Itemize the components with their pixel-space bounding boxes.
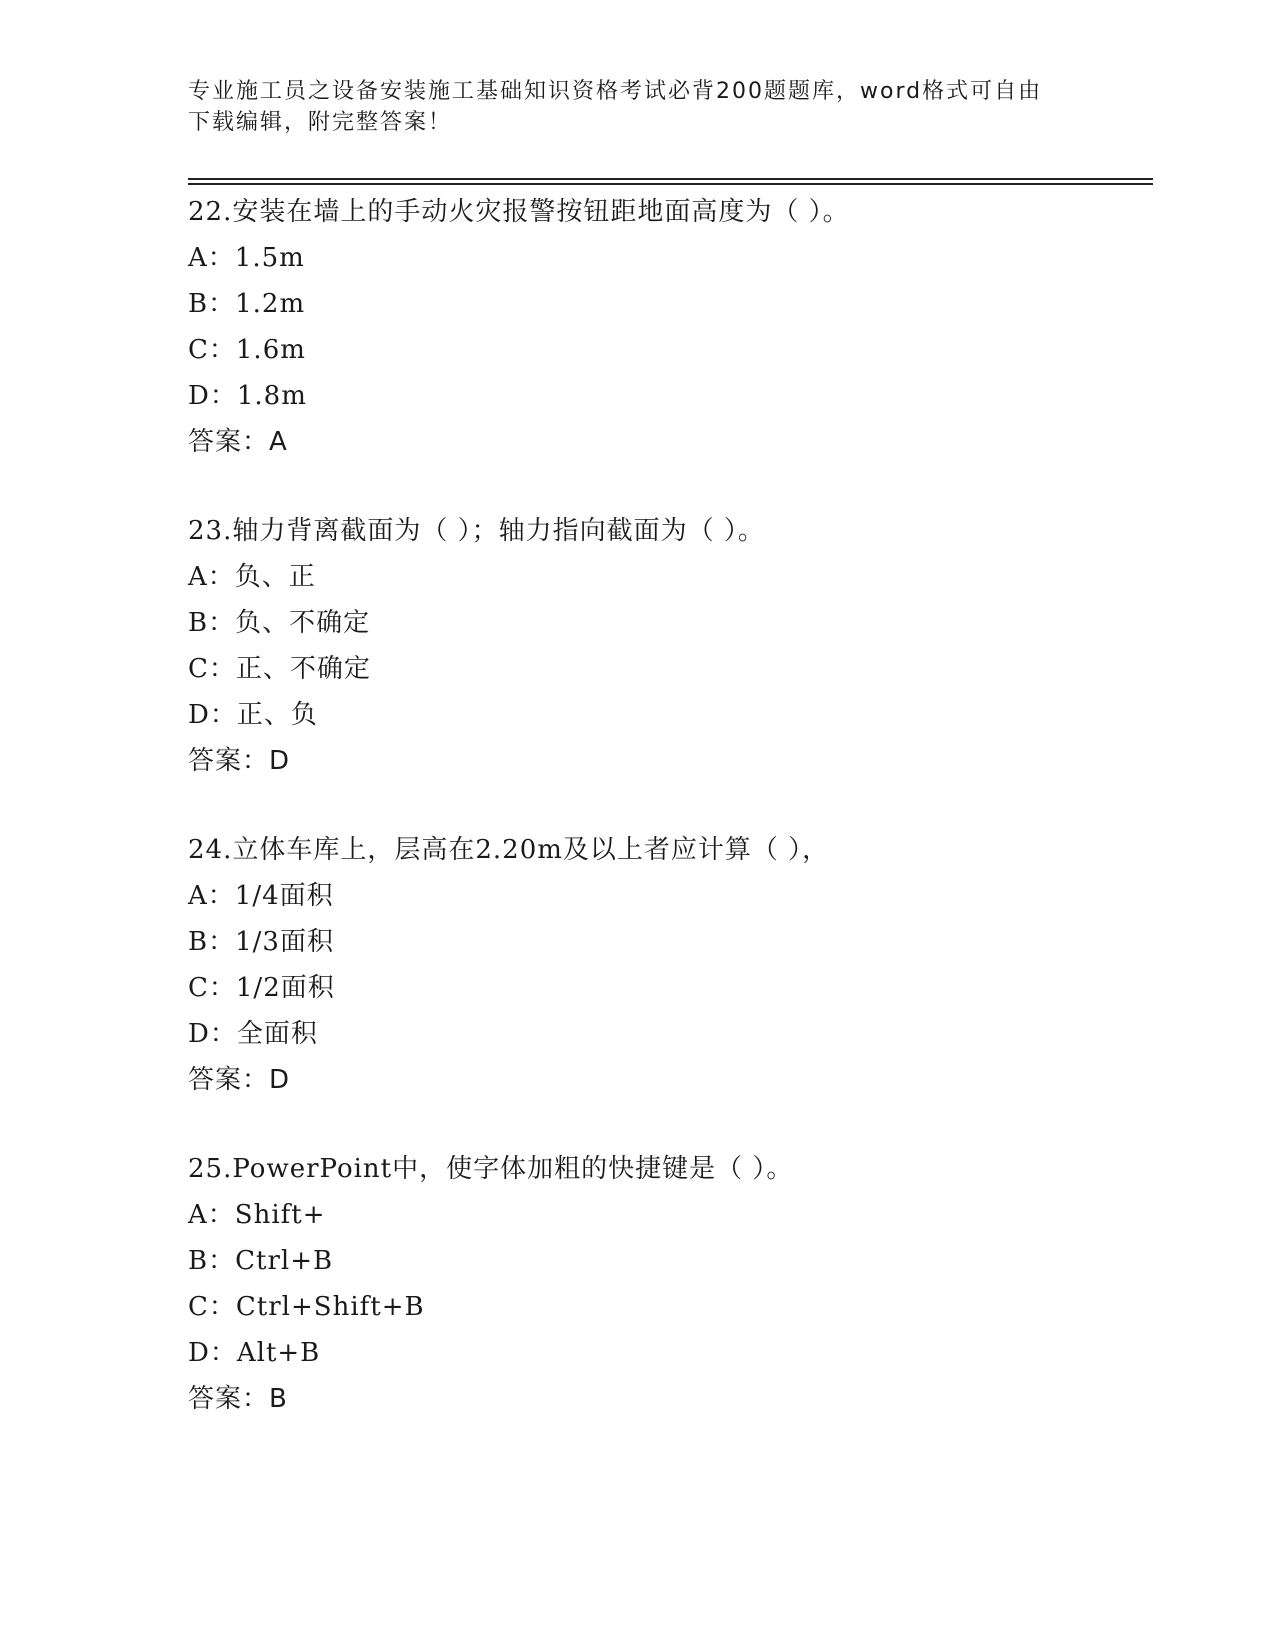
option-a: A：负、正 <box>188 562 316 592</box>
answer-line: 答案：A <box>188 427 288 457</box>
question-22 <box>188 189 1148 465</box>
header-divider-bottom <box>188 183 1153 185</box>
option-d: D：全面积 <box>188 1019 318 1049</box>
answer-line: 答案：D <box>188 1065 291 1095</box>
option-c: C：1.6m <box>188 335 306 365</box>
option-b: B：Ctrl+B <box>188 1246 334 1276</box>
option-d: D：Alt+B <box>188 1338 321 1368</box>
option-b: B：1/3面积 <box>188 927 334 957</box>
option-b: B：负、不确定 <box>188 608 371 638</box>
question-23 <box>188 508 1148 784</box>
option-b: B：1.2m <box>188 289 306 319</box>
option-a: A：1/4面积 <box>188 881 334 911</box>
option-d: D：正、负 <box>188 700 318 730</box>
option-a: A：1.5m <box>188 243 305 273</box>
option-d: D：1.8m <box>188 381 307 411</box>
option-a: A：Shift+ <box>188 1200 326 1230</box>
question-stem: 23.轴力背离截面为（ ）；轴力指向截面为（ ）。 <box>188 516 765 546</box>
option-c: C：Ctrl+Shift+B <box>188 1292 425 1322</box>
question-24 <box>188 827 1148 1103</box>
question-stem: 24.立体车库上，层高在2.20m及以上者应计算（ ）， <box>188 835 830 865</box>
header-line-1: 专业施工员之设备安装施工基础知识资格考试必背200题题库，word格式可自由 <box>188 79 1043 104</box>
answer-line: 答案：B <box>188 1384 288 1414</box>
header-line-2: 下载编辑，附完整答案！ <box>188 110 453 135</box>
option-c: C：1/2面积 <box>188 973 335 1003</box>
header-divider-top <box>188 178 1153 180</box>
question-stem: 22.安装在墙上的手动火灾报警按钮距地面高度为（ ）。 <box>188 197 850 227</box>
option-c: C：正、不确定 <box>188 654 371 684</box>
question-25 <box>188 1146 1148 1422</box>
answer-line: 答案：D <box>188 746 291 776</box>
document-header <box>188 76 1088 138</box>
question-stem: 25.PowerPoint中，使字体加粗的快捷键是（ ）。 <box>188 1154 794 1184</box>
